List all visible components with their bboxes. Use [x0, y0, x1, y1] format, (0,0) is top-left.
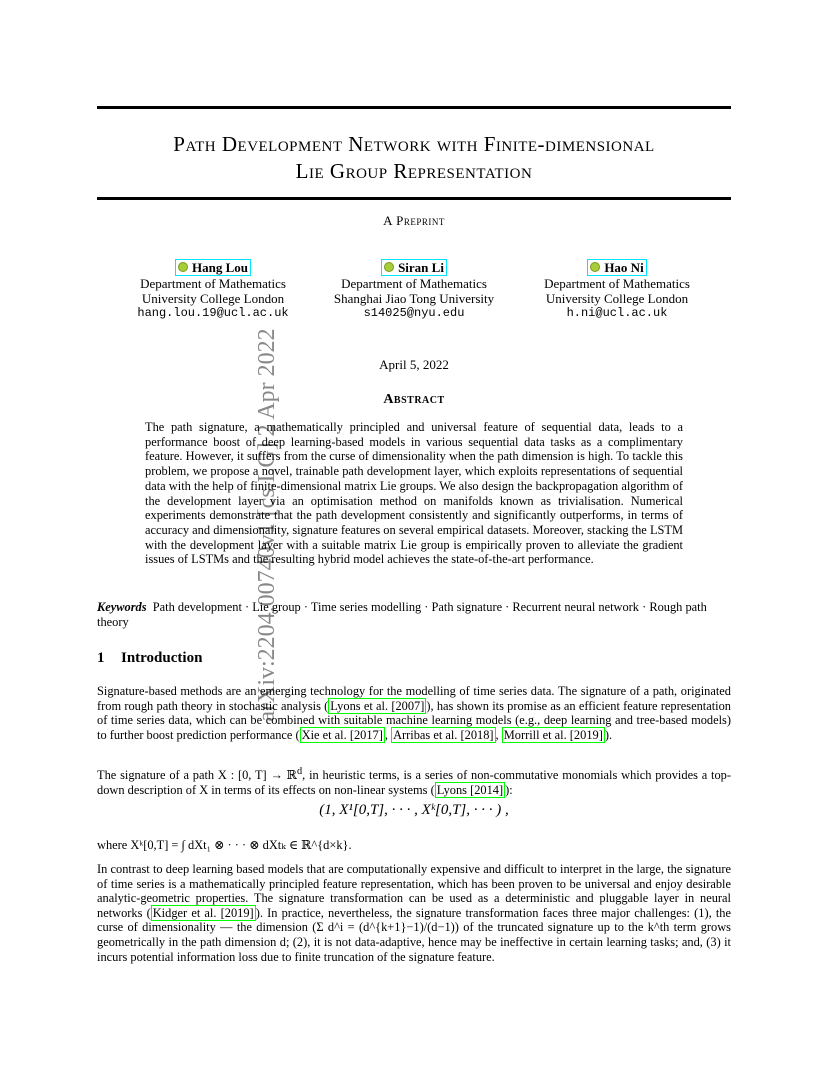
citation-link[interactable]: Morrill et al. [2019]: [503, 727, 603, 742]
paragraph: In contrast to deep learning based models that are computationally expensive and difficult to interpret in the large, the signature of time series is a mathematically principled feature representation, which has been proven to be universal and enjoy desirable analytic-geometric properties. The signature transformation can be used as a deterministic and pluggable layer in neural networks ( Kidger et al. [2019] ). In practice, nevertheless, the signature transformation faces three major challenges: (1), the curse of dimensionality — the dimension (Σ d^i = (d^{k+1}−1)/(d−1)) of the truncated signature up to the k^th term grows geometrically in the path dimension d; (2), it is not data-adaptive, hence may be ineffective in certain learning tasks; and, (3) it incurs potential information loss due to finite truncation of the signature feature.: [97, 862, 731, 964]
author-dept: Department of Mathematics: [140, 276, 286, 291]
citation-link[interactable]: Lyons [2014]: [436, 782, 504, 797]
keywords: [97, 600, 731, 630]
orcid-icon[interactable]: [178, 262, 188, 272]
abstract-heading: Abstract: [383, 392, 445, 407]
title-rule-bottom: [97, 197, 731, 200]
author-email: h.ni@ucl.ac.uk: [566, 306, 668, 320]
author-block: [507, 259, 727, 321]
author-university: University College London: [545, 291, 689, 306]
citation-link[interactable]: Xie et al. [2017]: [301, 727, 383, 742]
citation-link[interactable]: Kidger et al. [2019]: [152, 905, 254, 920]
orcid-icon[interactable]: [384, 262, 394, 272]
author-block: [304, 259, 524, 321]
title-line-1: Path Development Network with Finite-dimensional: [173, 132, 655, 156]
keywords-label: Keywords: [97, 600, 147, 614]
author-email: hang.lou.19@ucl.ac.uk: [137, 306, 289, 320]
orcid-icon[interactable]: [590, 262, 600, 272]
author-block: [103, 259, 323, 321]
author-name-link[interactable]: Hang Lou: [175, 259, 251, 276]
keywords-list: Path development · Lie group · Time series modelling · Path signature · Recurrent neural network · Rough path theory: [97, 600, 707, 629]
paper-title: [97, 131, 731, 185]
citation-link[interactable]: Lyons et al. [2007]: [330, 698, 425, 713]
section-title: Introduction: [121, 650, 203, 666]
author-university: University College London: [141, 291, 285, 306]
title-line-2: Lie Group Representation: [295, 159, 533, 183]
paragraph: Signature-based methods are an emerging technology for the modelling of time series data. The signature of a path, originated from rough path theory in stochastic analysis ( Lyons et al. [2007] ), has shown its promise as an efficient feature representation of time series data, which can be combined with suitable machine learning models (e.g., deep learning and tree-based models) to further boost prediction performance ( Xie et al. [2017] , Arribas et al. [2018] , Morrill et al. [2019] ).: [97, 684, 731, 742]
section-number: 1: [97, 650, 105, 666]
paragraph: where Xᵏ[0,T] = ∫ dXt₁ ⊗ · · · ⊗ dXtₖ ∈ ℝ^{d×k}.: [97, 838, 352, 852]
title-rule-top: [97, 106, 731, 109]
section-heading: [97, 650, 202, 667]
abstract-text: The path signature, a mathematically principled and universal feature of sequential data, leads to a performance boost of deep learning-based models in various sequential data tasks as a complimentary feature. However, it suffers from the curse of dimensionality when the path dimension is high. To tackle this problem, we propose a novel, trainable path development layer, which exploits representations of sequential data with the help of finite-dimensional matrix Lie groups. We also design the backpropagation algorithm of the development layer via an optimisation method on manifolds known as trivialisation. Numerical experiments demonstrate that the path development consistently and significantly outperforms, in terms of accuracy and dimensionality, signature features on several empirical datasets. Moreover, stacking the LSTM with the development layer with a suitable matrix Lie group is empirically proven to alleviate the gradient issues of LSTMs and the resulting hybrid model achieves the state-of-the-art performance.: [145, 420, 683, 567]
author-dept: Department of Mathematics: [341, 276, 487, 291]
arxiv-sidebar: arXiv:2204.00740v1 [cs.LG] 2 Apr 2022: [254, 328, 280, 722]
author-university: Shanghai Jiao Tong University: [333, 291, 495, 306]
display-equation: (1, X¹[0,T], · · · , Xᵏ[0,T], · · · ) ,: [319, 802, 509, 818]
author-dept: Department of Mathematics: [544, 276, 690, 291]
paper-date: April 5, 2022: [379, 357, 449, 372]
author-email: s14025@nyu.edu: [363, 306, 465, 320]
author-name-link[interactable]: Siran Li: [381, 259, 447, 276]
preprint-label: A Preprint: [383, 213, 445, 228]
paragraph: The signature of a path X : [0, T] → ℝ$^d$, in heuristic terms, is a series of non-commutative monomials which provides a top-down description of X in terms of its effects on non-linear systems ( Lyons [2014] ):: [97, 766, 731, 797]
author-name-link[interactable]: Hao Ni: [587, 259, 646, 276]
citation-link[interactable]: Arribas et al. [2018]: [393, 727, 494, 742]
